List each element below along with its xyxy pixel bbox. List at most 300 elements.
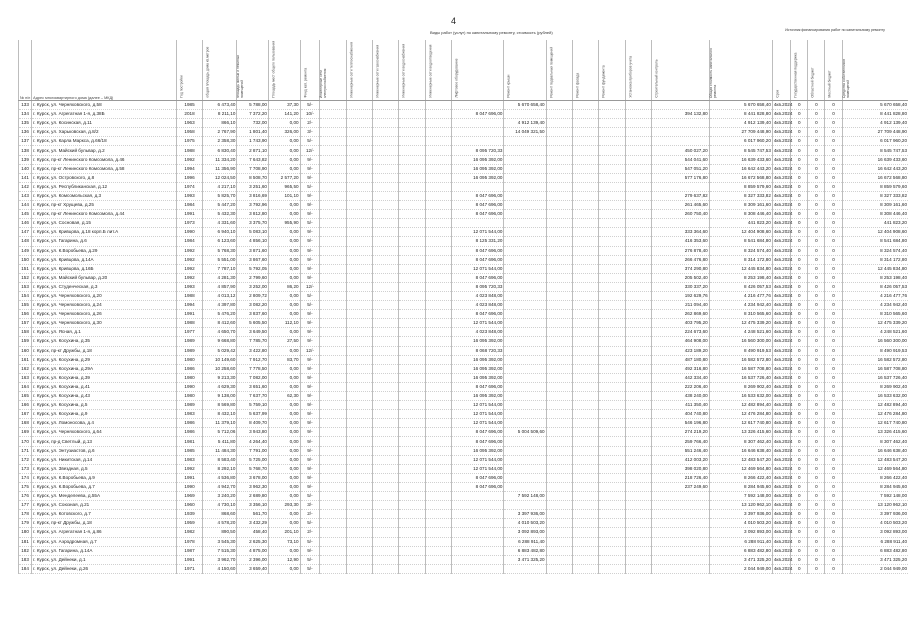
cell-eng4 bbox=[399, 482, 425, 491]
cell-area-common: 0,00 bbox=[268, 401, 300, 410]
cell-address: г. Курск, ул. Энтузиастов, д.6 bbox=[32, 446, 177, 455]
cell-devices bbox=[625, 392, 651, 401]
cell-area-living: 5 605,50 bbox=[237, 319, 269, 328]
cell-lift bbox=[451, 128, 504, 137]
cell-area-common: 141,20 bbox=[268, 110, 300, 119]
cell-no: 162 bbox=[19, 364, 32, 373]
table-row bbox=[19, 482, 908, 491]
cell-regional: 0 bbox=[808, 501, 825, 510]
cell-regional: 0 bbox=[808, 328, 825, 337]
cell-construction-control bbox=[651, 546, 709, 555]
cell-devices bbox=[625, 410, 651, 419]
cell-facade bbox=[572, 455, 598, 464]
cell-eng1 bbox=[320, 510, 346, 519]
cell-eng2 bbox=[346, 492, 372, 501]
cell-construction-control: 266 476,80 bbox=[651, 255, 709, 264]
cell-eng1 bbox=[320, 546, 346, 555]
cell-fund: 5/- bbox=[300, 537, 320, 546]
cell-basement bbox=[546, 473, 572, 482]
cell-area-total: 11 356,90 bbox=[203, 164, 237, 173]
cell-area-living: 2 625,30 bbox=[237, 537, 269, 546]
cell-eng5 bbox=[425, 482, 451, 491]
cell-construction-control bbox=[651, 137, 709, 146]
cell-eng1 bbox=[320, 555, 346, 564]
cell-area-living: 2 689,80 bbox=[237, 492, 269, 501]
cell-facade bbox=[572, 182, 598, 191]
cell-roof bbox=[504, 137, 546, 146]
cell-total-cost: 8 269 902,40 bbox=[709, 382, 772, 391]
cell-eng5 bbox=[425, 273, 451, 282]
cell-devices bbox=[625, 301, 651, 310]
cell-eng2 bbox=[346, 546, 372, 555]
cell-devices bbox=[625, 455, 651, 464]
cell-deadline: 4кв.2024 bbox=[772, 201, 790, 210]
cell-year: 2018 bbox=[176, 110, 202, 119]
cell-facade bbox=[572, 410, 598, 419]
cell-state: 0 bbox=[791, 455, 808, 464]
cell-regional: 0 bbox=[808, 446, 825, 455]
cell-no: 174 bbox=[19, 473, 32, 482]
cell-municipal: 0 bbox=[825, 182, 842, 191]
cell-municipal: 0 bbox=[825, 319, 842, 328]
cell-no: 175 bbox=[19, 482, 32, 491]
cell-own-funds: 16 533 632,00 bbox=[842, 392, 908, 401]
cell-eng4 bbox=[399, 537, 425, 546]
cell-deadline: 4кв.2024 bbox=[772, 237, 790, 246]
cell-area-living: 5 759,10 bbox=[237, 401, 269, 410]
cell-basement bbox=[546, 401, 572, 410]
cell-eng4 bbox=[399, 401, 425, 410]
cell-devices bbox=[625, 182, 651, 191]
cell-eng4 bbox=[399, 191, 425, 200]
cell-eng2 bbox=[346, 364, 372, 373]
cell-fund: 5/- bbox=[300, 301, 320, 310]
cell-fund: 9/- bbox=[300, 473, 320, 482]
cell-total-cost: 12 476 284,80 bbox=[709, 410, 772, 419]
table-row bbox=[19, 382, 908, 391]
cell-foundation bbox=[599, 446, 625, 455]
cell-eng5 bbox=[425, 446, 451, 455]
cell-roof bbox=[504, 337, 546, 346]
cell-eng4 bbox=[399, 228, 425, 237]
cell-state: 0 bbox=[791, 246, 808, 255]
cell-devices bbox=[625, 555, 651, 564]
cell-deadline: 4кв.2024 bbox=[772, 382, 790, 391]
cell-own-funds: 12 483 547,20 bbox=[842, 455, 908, 464]
cell-fund: 9/- bbox=[300, 155, 320, 164]
cell-deadline: 4кв.2024 bbox=[772, 346, 790, 355]
cell-total-cost: 16 560 300,00 bbox=[709, 337, 772, 346]
cell-state: 0 bbox=[791, 446, 808, 455]
cell-roof bbox=[504, 273, 546, 282]
cell-state: 0 bbox=[791, 228, 808, 237]
cell-address: г. Курск, ул. Харьковская, д.8/2 bbox=[32, 128, 177, 137]
cell-area-common: 0,00 bbox=[268, 310, 300, 319]
cell-area-living: 4 856,10 bbox=[237, 237, 269, 246]
cell-facade bbox=[572, 164, 598, 173]
cell-total-cost: 16 533 632,00 bbox=[709, 392, 772, 401]
cell-area-living: 1 801,40 bbox=[237, 128, 269, 137]
col-construction-control: Строительный контроль bbox=[654, 59, 659, 98]
cell-municipal: 0 bbox=[825, 537, 842, 546]
cell-deadline: 4кв.2024 bbox=[772, 319, 790, 328]
cell-total-cost: 2 044 949,00 bbox=[709, 564, 772, 573]
cell-no: 140 bbox=[19, 164, 32, 173]
cell-deadline: 4кв.2024 bbox=[772, 291, 790, 300]
cell-state: 0 bbox=[791, 419, 808, 428]
cell-total-cost: 4 216 477,76 bbox=[709, 291, 772, 300]
cell-year: 1990 bbox=[176, 228, 202, 237]
cell-year: 1980 bbox=[176, 355, 202, 364]
cell-municipal: 0 bbox=[825, 301, 842, 310]
cell-eng4 bbox=[399, 110, 425, 119]
cell-foundation bbox=[599, 273, 625, 282]
cell-construction-control: 276 878,40 bbox=[651, 246, 709, 255]
cell-eng3 bbox=[372, 455, 398, 464]
table-row bbox=[19, 392, 908, 401]
cell-municipal: 0 bbox=[825, 410, 842, 419]
cell-eng4 bbox=[399, 291, 425, 300]
cell-no: 183 bbox=[19, 555, 32, 564]
cell-devices bbox=[625, 291, 651, 300]
cell-area-living: 7 791,00 bbox=[237, 446, 269, 455]
cell-area-total: 868,60 bbox=[203, 510, 237, 519]
cell-facade bbox=[572, 428, 598, 437]
cell-no: 149 bbox=[19, 246, 32, 255]
cell-no: 161 bbox=[19, 355, 32, 364]
cell-eng1 bbox=[320, 201, 346, 210]
cell-foundation bbox=[599, 182, 625, 191]
cell-eng2 bbox=[346, 555, 372, 564]
cell-construction-control: 333 364,60 bbox=[651, 228, 709, 237]
cell-state: 0 bbox=[791, 182, 808, 191]
cell-area-common: 0,00 bbox=[268, 410, 300, 419]
cell-facade bbox=[572, 101, 598, 110]
cell-facade bbox=[572, 310, 598, 319]
cell-regional: 0 bbox=[808, 173, 825, 182]
cell-foundation bbox=[599, 255, 625, 264]
cell-eng2 bbox=[346, 273, 372, 282]
cell-total-cost: 8 324 574,40 bbox=[709, 246, 772, 255]
cell-facade bbox=[572, 546, 598, 555]
cell-construction-control: 222 206,40 bbox=[651, 382, 709, 391]
cell-lift: 12 071 544,00 bbox=[451, 228, 504, 237]
cell-basement bbox=[546, 210, 572, 219]
cell-state: 0 bbox=[791, 210, 808, 219]
cell-regional: 0 bbox=[808, 510, 825, 519]
cell-state: 0 bbox=[791, 337, 808, 346]
cell-address: г. Курск, ул. Дейнеки, д.1 bbox=[32, 555, 177, 564]
cell-area-common: 0,00 bbox=[268, 492, 300, 501]
cell-regional: 0 bbox=[808, 346, 825, 355]
cell-fund: 9/- bbox=[300, 337, 320, 346]
cell-area-common: 0,00 bbox=[268, 373, 300, 382]
cell-basement bbox=[546, 301, 572, 310]
cell-total-cost: 8 426 057,53 bbox=[709, 282, 772, 291]
cell-basement bbox=[546, 319, 572, 328]
cell-state: 0 bbox=[791, 155, 808, 164]
cell-municipal: 0 bbox=[825, 191, 842, 200]
cell-devices bbox=[625, 473, 651, 482]
cell-year: 1991 bbox=[176, 310, 202, 319]
cell-address: г. Курск, ул. Косинская, д.11 bbox=[32, 119, 177, 128]
cell-area-living: 5 788,00 bbox=[237, 101, 269, 110]
cell-basement bbox=[546, 510, 572, 519]
col-devices: Установка приборов учета bbox=[627, 56, 632, 98]
cell-lift: 8 047 696,00 bbox=[451, 210, 504, 219]
cell-area-common: 86,20 bbox=[268, 282, 300, 291]
table-body bbox=[19, 101, 908, 574]
cell-deadline: 4кв.2024 bbox=[772, 155, 790, 164]
cell-devices bbox=[625, 328, 651, 337]
cell-fund: 9/- bbox=[300, 464, 320, 473]
cell-eng2 bbox=[346, 255, 372, 264]
cell-area-total: 5 712,06 bbox=[203, 428, 237, 437]
cell-eng2 bbox=[346, 264, 372, 273]
cell-municipal: 0 bbox=[825, 264, 842, 273]
cell-devices bbox=[625, 446, 651, 455]
cell-area-living: 3 943,80 bbox=[237, 428, 269, 437]
cell-foundation bbox=[599, 382, 625, 391]
cell-lift: 8 047 696,00 bbox=[451, 437, 504, 446]
cell-area-total: 9 213,30 bbox=[203, 373, 237, 382]
cell-foundation bbox=[599, 528, 625, 537]
cell-no: 134 bbox=[19, 110, 32, 119]
cell-eng3 bbox=[372, 146, 398, 155]
cell-total-cost: 16 582 572,80 bbox=[709, 355, 772, 364]
cell-area-common: 0,00 bbox=[268, 382, 300, 391]
cell-no: 158 bbox=[19, 328, 32, 337]
cell-no: 167 bbox=[19, 410, 32, 419]
cell-eng5 bbox=[425, 310, 451, 319]
cell-regional: 0 bbox=[808, 210, 825, 219]
cell-basement bbox=[546, 437, 572, 446]
cell-municipal: 0 bbox=[825, 337, 842, 346]
cell-eng4 bbox=[399, 255, 425, 264]
cell-construction-control: 218 726,40 bbox=[651, 473, 709, 482]
cell-area-living: 3 251,60 bbox=[237, 182, 269, 191]
table-row bbox=[19, 455, 908, 464]
cell-eng5 bbox=[425, 401, 451, 410]
cell-area-common: 112,10 bbox=[268, 319, 300, 328]
cell-devices bbox=[625, 401, 651, 410]
cell-deadline: 4кв.2024 bbox=[772, 555, 790, 564]
cell-deadline: 4кв.2024 bbox=[772, 255, 790, 264]
cell-lift bbox=[451, 492, 504, 501]
cell-foundation bbox=[599, 482, 625, 491]
cell-facade bbox=[572, 346, 598, 355]
cell-roof bbox=[504, 355, 546, 364]
cell-basement bbox=[546, 137, 572, 146]
cell-address: г. Курск, ул. Кривцова, д.16Б bbox=[32, 264, 177, 273]
cell-construction-control bbox=[651, 128, 709, 137]
table-row bbox=[19, 446, 908, 455]
cell-address: г. Курск, ул. Агрегатная 1-я, д.38Б bbox=[32, 110, 177, 119]
cell-area-total: 3 545,30 bbox=[203, 537, 237, 546]
cell-deadline: 4кв.2024 bbox=[772, 537, 790, 546]
cell-eng1 bbox=[320, 310, 346, 319]
cell-lift: 8 068 720,33 bbox=[451, 346, 504, 355]
cell-own-funds: 8 253 198,40 bbox=[842, 273, 908, 282]
cell-fund: 9/- bbox=[300, 273, 320, 282]
cell-state: 0 bbox=[791, 428, 808, 437]
cell-municipal: 0 bbox=[825, 482, 842, 491]
cell-area-common: 293,30 bbox=[268, 501, 300, 510]
cell-state: 0 bbox=[791, 301, 808, 310]
cell-eng5 bbox=[425, 155, 451, 164]
cell-deadline: 4кв.2024 bbox=[772, 282, 790, 291]
cell-no: 133 bbox=[19, 101, 32, 110]
cell-eng5 bbox=[425, 364, 451, 373]
cell-eng2 bbox=[346, 201, 372, 210]
cell-eng1 bbox=[320, 528, 346, 537]
cell-total-cost: 8 284 945,60 bbox=[709, 482, 772, 491]
cell-eng4 bbox=[399, 446, 425, 455]
cell-deadline: 4кв.2024 bbox=[772, 428, 790, 437]
cell-municipal: 0 bbox=[825, 110, 842, 119]
col-area-total: общая площадь дома кв.метров bbox=[205, 47, 210, 98]
cell-eng1 bbox=[320, 355, 346, 364]
cell-total-cost: 3 092 893,00 bbox=[709, 528, 772, 537]
table-row bbox=[19, 337, 908, 346]
cell-lift: 16 095 392,00 bbox=[451, 373, 504, 382]
cell-construction-control: 374 290,80 bbox=[651, 264, 709, 273]
cell-facade bbox=[572, 210, 598, 219]
cell-eng5 bbox=[425, 119, 451, 128]
cell-fund: 3/- bbox=[300, 128, 320, 137]
cell-area-common: 201,10 bbox=[268, 528, 300, 537]
cell-eng2 bbox=[346, 219, 372, 228]
cell-state: 0 bbox=[791, 219, 808, 228]
cell-address: г. Курск, ул. Котовского, д.7 bbox=[32, 510, 177, 519]
cell-total-cost: 8 859 579,60 bbox=[709, 182, 772, 191]
table-row bbox=[19, 101, 908, 110]
cell-area-living: 4 875,00 bbox=[237, 546, 269, 555]
cell-lift: 12 071 544,00 bbox=[451, 410, 504, 419]
cell-roof bbox=[504, 237, 546, 246]
cell-eng5 bbox=[425, 346, 451, 355]
table-header bbox=[19, 40, 908, 101]
cell-eng5 bbox=[425, 428, 451, 437]
cell-eng3 bbox=[372, 310, 398, 319]
cell-facade bbox=[572, 228, 598, 237]
cell-total-cost: 8 327 333,82 bbox=[709, 191, 772, 200]
cell-eng1 bbox=[320, 155, 346, 164]
cell-total-cost: 27 709 448,90 bbox=[709, 128, 772, 137]
cell-municipal: 0 bbox=[825, 328, 842, 337]
cell-roof bbox=[504, 255, 546, 264]
cell-own-funds: 16 560 300,00 bbox=[842, 337, 908, 346]
col-address: Адрес многоквартирного дома (далее – МКД) bbox=[32, 40, 177, 101]
cell-year: 1984 bbox=[176, 201, 202, 210]
cell-eng3 bbox=[372, 519, 398, 528]
cell-area-common: 0,00 bbox=[268, 164, 300, 173]
cell-area-common: 955,90 bbox=[268, 219, 300, 228]
cell-basement bbox=[546, 182, 572, 191]
cell-no: 145 bbox=[19, 210, 32, 219]
cell-state: 0 bbox=[791, 146, 808, 155]
cell-eng5 bbox=[425, 110, 451, 119]
cell-eng1 bbox=[320, 264, 346, 273]
cell-foundation bbox=[599, 228, 625, 237]
cell-area-total: 4 013,12 bbox=[203, 291, 237, 300]
cell-no: 165 bbox=[19, 392, 32, 401]
cell-state: 0 bbox=[791, 101, 808, 110]
table-row bbox=[19, 301, 908, 310]
cell-area-total: 4 150,60 bbox=[203, 564, 237, 573]
cell-total-cost: 5 670 658,40 bbox=[709, 101, 772, 110]
cell-construction-control bbox=[651, 182, 709, 191]
col-state: Государственная поддержка bbox=[793, 53, 798, 98]
col-area-living: площадь жилых и нежилых помещений bbox=[236, 54, 244, 98]
cell-eng3 bbox=[372, 219, 398, 228]
cell-area-living: 3 871,60 bbox=[237, 246, 269, 255]
cell-address: г. Курск, ул. Агрегатная 1-я, д.86 bbox=[32, 528, 177, 537]
cell-foundation bbox=[599, 473, 625, 482]
cell-area-common: 0,00 bbox=[268, 419, 300, 428]
cell-fund: 9/- bbox=[300, 201, 320, 210]
cell-lift bbox=[451, 528, 504, 537]
cell-area-living: 7 082,00 bbox=[237, 373, 269, 382]
table-row bbox=[19, 155, 908, 164]
table-row bbox=[19, 355, 908, 364]
cell-area-living: 732,00 bbox=[237, 119, 269, 128]
cell-state: 0 bbox=[791, 291, 808, 300]
cell-lift: 8 047 696,00 bbox=[451, 246, 504, 255]
cell-regional: 0 bbox=[808, 555, 825, 564]
cell-total-cost: 4 234 942,40 bbox=[709, 301, 772, 310]
cell-eng5 bbox=[425, 564, 451, 573]
cell-area-total: 4 331,60 bbox=[203, 219, 237, 228]
cell-eng5 bbox=[425, 146, 451, 155]
cell-regional: 0 bbox=[808, 537, 825, 546]
cell-year: 1994 bbox=[176, 301, 202, 310]
cell-eng1 bbox=[320, 282, 346, 291]
cell-lift: 8 047 696,00 bbox=[451, 191, 504, 200]
cell-year: 1969 bbox=[176, 492, 202, 501]
cell-year: 1963 bbox=[176, 119, 202, 128]
cell-facade bbox=[572, 528, 598, 537]
cell-municipal: 0 bbox=[825, 428, 842, 437]
cell-deadline: 4кв.2024 bbox=[772, 328, 790, 337]
table-row bbox=[19, 173, 908, 182]
cell-facade bbox=[572, 146, 598, 155]
cell-eng5 bbox=[425, 264, 451, 273]
cell-roof: 3 471 325,20 bbox=[504, 555, 546, 564]
cell-foundation bbox=[599, 219, 625, 228]
cell-eng5 bbox=[425, 355, 451, 364]
cell-municipal: 0 bbox=[825, 492, 842, 501]
cell-eng2 bbox=[346, 519, 372, 528]
cell-lift: 12 071 544,00 bbox=[451, 464, 504, 473]
cell-basement bbox=[546, 119, 572, 128]
cell-fund: 12/- bbox=[300, 146, 320, 155]
cell-construction-control: 274 219,20 bbox=[651, 428, 709, 437]
cell-eng2 bbox=[346, 291, 372, 300]
cell-roof bbox=[504, 446, 546, 455]
cell-no: 139 bbox=[19, 155, 32, 164]
cell-state: 0 bbox=[791, 382, 808, 391]
cell-lift: 8 095 720,33 bbox=[451, 146, 504, 155]
cell-basement bbox=[546, 410, 572, 419]
cell-basement bbox=[546, 464, 572, 473]
cell-roof bbox=[504, 182, 546, 191]
cell-facade bbox=[572, 337, 598, 346]
cell-own-funds: 27 709 448,90 bbox=[842, 128, 908, 137]
cell-total-cost: 3 471 325,20 bbox=[709, 555, 772, 564]
cell-no: 180 bbox=[19, 528, 32, 537]
cell-municipal: 0 bbox=[825, 246, 842, 255]
